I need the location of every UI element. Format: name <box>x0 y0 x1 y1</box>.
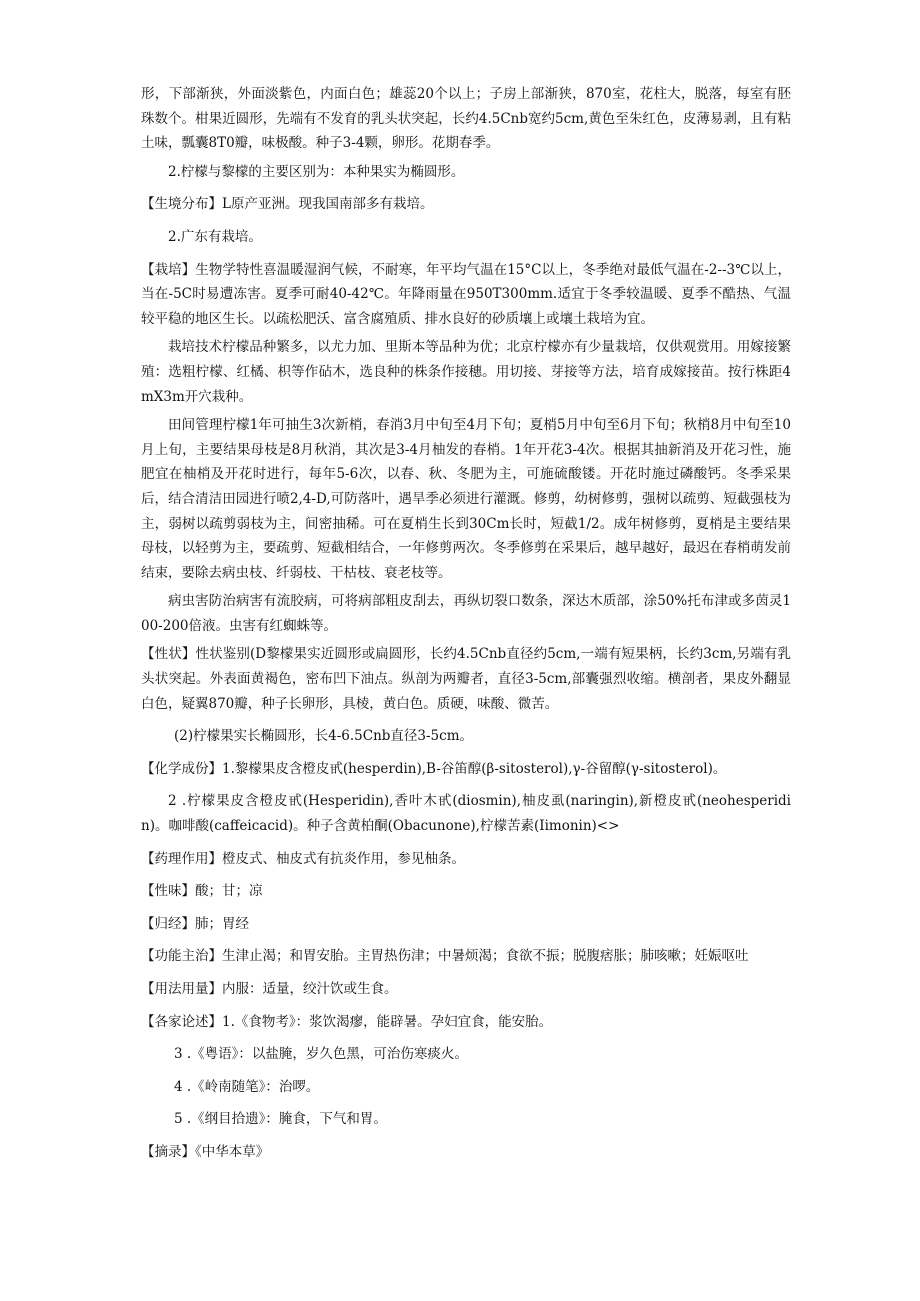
paragraph-pharmacology: 【药理作用】橙皮式、柚皮式有抗炎作用，参见柚条。 <box>141 850 465 867</box>
paragraph-characteristics-2: (2)柠檬果实长椭圆形，长4-6.5Cnb直径3-5cm。 <box>174 728 474 745</box>
paragraph-source: 【摘录】《中华本草》 <box>141 1143 270 1160</box>
paragraph-commentary-4: 4 .《岭南随笔》：治啰。 <box>174 1078 320 1095</box>
paragraph-habitat: 【生境分布】L原产亚洲。现我国南部多有栽培。 <box>141 196 434 213</box>
paragraph-morphology: 形，下部渐狭，外面淡紫色，内面白色；雄蕊20个以上；子房上部渐狭，870室，花柱大，脱落，每室有胚珠数个。柑果近圆形，先端有不发育的乳头状突起，长约4.5Cnb宽约5cm,黄色至朱红色，皮薄易剥，且有粘土味，瓢囊8T0瓣，味极酸。种子3-4颗，卵形。花期春季。 <box>141 86 791 152</box>
paragraph-commentary-5: 5 .《纲目拾遗》：腌食，下气和胃。 <box>174 1111 387 1128</box>
paragraph-characteristics: 【性状】性状鉴别(D黎檬果实近圆形或扁圆形，长约4.5Cnb直径约5cm,一端有短果柄，长约3cm,另端有乳头状突起。外表面黄褐色，密布凹下油点。纵剖为两瓣者，直径3-5cm,部囊强烈收缩。横剖者，果皮外翻显白色，疑翼870瓣，种子长卵形，具棱，黄白色。质硬，味酸、微苦。 <box>141 646 791 712</box>
paragraph-pest-control: 病虫害防治病害有流胶病，可将病部粗皮刮去，再纵切裂口数条，深达木质部，涂50%托布津或多茵灵100-200倍液。虫害有红蜘蛛等。 <box>141 593 791 634</box>
paragraph-field-management: 田间管理柠檬1年可抽生3次新梢，春消3月中旬至4月下旬；夏梢5月中旬至6月下旬；秋梢8月中旬至10月上旬，主要结果母枝是8月秋消，其次是3-4月柚发的春梢。1年开花3-4次。根据其抽新消及开花习性，施肥宜在柚梢及开花时进行，每年5-6次，以春、秋、冬肥为主，可施硫酸镂。开花时施过磷酸钙。冬季采果后，结合清洁田园进行喷2,4-D,可防落叶，遇旱季必须进行灌溉。修剪，幼树修剪，强树以疏剪、短截强枝为主，弱树以疏剪弱枝为主，间密抽稀。可在夏梢生长到30Cm长时，短截1/2。成年树修剪，夏梢是主要结果母枝，以轻剪为主，要疏剪、短截相结合，一年修剪两次。冬季修剪在采果后，越早越好，最迟在春梢萌发前结束，要除去病虫枝、纤弱枝、干枯枝、衰老枝等。 <box>141 417 791 581</box>
paragraph-habitat-2: 2.广东有栽培。 <box>168 228 262 245</box>
paragraph-chemistry-2: 2 .柠檬果皮含橙皮甙(Hesperidin),香叶木甙(diosmin),柚皮虱(naringin),新橙皮甙(neohesperidin)。咖啡酸(caffeicacid)。种子含黄柏酮(Obacunone),柠檬苦素(Iimonin)<> <box>141 793 791 835</box>
paragraph-commentary-3: 3 .《粤语》：以盐腌，岁久色黑，可治伤寒痰火。 <box>174 1046 468 1063</box>
paragraph-commentary: 【各家论述】1.《食物考》：浆饮渴瘳，能辟暑。孕妇宜食，能安胎。 <box>141 1013 553 1030</box>
document-page <box>141 82 791 1165</box>
paragraph-chemistry: 【化学成份】1.黎檬果皮含橙皮甙(hesperdin),B-谷笛醇(β-sitosterol),γ-谷留醇(γ-sitosterol)。 <box>141 760 727 777</box>
paragraph-meridian: 【归经】肺；胃经 <box>141 915 249 932</box>
paragraph-cultivation-technique: 栽培技术柠檬品种繁多，以尤力加、里斯本等品种为优；北京柠檬亦有少量栽培，仅供观赏用。用嫁接繁殖：选粗柠檬、红橘、枳等作砧木，选良种的株条作接穗。用切接、芽接等方法，培育成嫁接苗。按行株距4mX3m开穴栽种。 <box>141 339 791 405</box>
paragraph-distinction: 2.柠檬与黎檬的主要区别为：本种果实为椭圆形。 <box>168 163 465 180</box>
paragraph-taste: 【性味】酸；甘；凉 <box>141 883 263 900</box>
paragraph-indications: 【功能主治】生津止渴；和胃安胎。主胃热伤津；中暑烦渴；食欲不振；脱腹痞胀；肺咳嗽；妊娠呕吐 <box>141 948 749 965</box>
paragraph-dosage: 【用法用量】内服：适量，绞汁饮或生食。 <box>141 981 398 997</box>
paragraph-cultivation: 【栽培】生物学特性喜温暖湿润气候，不耐寒，年平均气温在15°C以上，冬季绝对最低气温在-2--3℃以上，当在-5C时易遭冻害。夏季可耐40-42℃。年降雨量在950T300mm.适宜于冬季较温暖、夏季不酷热、气温较平稳的地区生长。以疏松肥沃、富含腐殖质、排水良好的砂质壤上或壤土栽培为宜。 <box>141 261 791 327</box>
